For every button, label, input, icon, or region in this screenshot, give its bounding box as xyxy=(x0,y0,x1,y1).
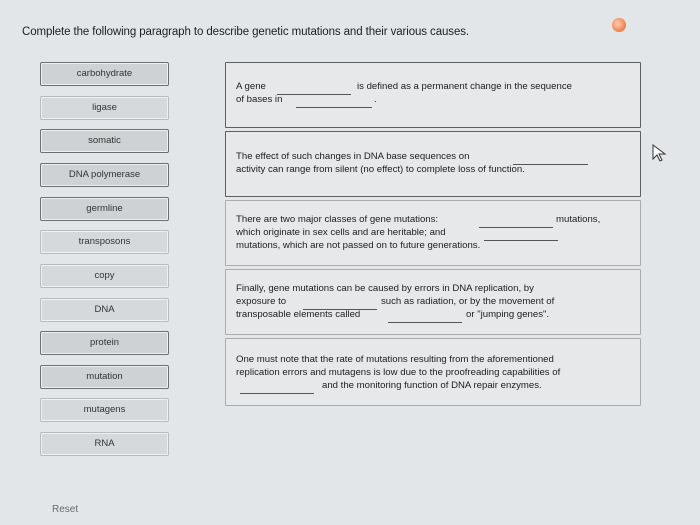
word-chip-dna[interactable]: DNA xyxy=(40,298,169,322)
p5-text-b: replication errors and mutagens is low due to the proofreading capabilities of xyxy=(236,367,561,378)
paragraph-box-3 xyxy=(225,200,641,266)
paragraph-box-4 xyxy=(225,269,641,335)
p2-text-a: The effect of such changes in DNA base sequences on xyxy=(236,151,470,162)
word-chip-ligase[interactable]: ligase xyxy=(40,96,169,120)
word-chip-mutation[interactable]: mutation xyxy=(40,365,169,389)
p2-text-b: activity can range from silent (no effect) to complete loss of function. xyxy=(236,164,525,175)
p4-text-a: Finally, gene mutations can be caused by errors in DNA replication, by xyxy=(236,283,534,294)
p4-text-d: transposable elements called xyxy=(236,309,361,320)
p1-text-a: A gene xyxy=(236,81,266,92)
reset-button[interactable]: Reset xyxy=(52,504,79,515)
p1-blank-2[interactable] xyxy=(296,98,372,108)
word-chip-transposons[interactable]: transposons xyxy=(40,230,169,254)
paragraph-box-5 xyxy=(225,338,641,406)
p3-blank-1[interactable] xyxy=(479,218,553,228)
p4-text-b: exposure to xyxy=(236,296,287,307)
orange-dot-icon xyxy=(612,18,626,32)
p3-blank-2[interactable] xyxy=(484,231,558,241)
p5-blank-1[interactable] xyxy=(240,384,314,394)
p5-text-c: and the monitoring function of DNA repair enzymes. xyxy=(322,380,542,391)
word-chip-carbohydrate[interactable]: carbohydrate xyxy=(40,62,169,86)
p1-text-c: of bases in xyxy=(236,94,283,105)
p3-text-b: mutations, xyxy=(556,214,601,225)
p3-text-d: mutations, which are not passed on to future generations. xyxy=(236,240,481,251)
p4-text-c: such as radiation, or by the movement of xyxy=(381,296,555,307)
p1-text-d: . xyxy=(374,94,377,105)
p4-text-e: or "jumping genes". xyxy=(466,309,550,320)
word-chip-rna[interactable]: RNA xyxy=(40,432,169,456)
p1-text-b: is defined as a permanent change in the sequence xyxy=(357,81,572,92)
word-chip-dna-polymerase[interactable]: DNA polymerase xyxy=(40,163,169,187)
word-chip-somatic[interactable]: somatic xyxy=(40,129,169,153)
instructions: Complete the following paragraph to describe genetic mutations and their various causes. xyxy=(22,26,469,38)
paragraph-box-2 xyxy=(225,131,641,197)
paragraph-box-1 xyxy=(225,62,641,128)
word-chip-protein[interactable]: protein xyxy=(40,331,169,355)
p1-blank-1[interactable] xyxy=(277,85,351,95)
p3-text-c: which originate in sex cells and are heritable; and xyxy=(236,227,446,238)
word-chip-germline[interactable]: germline xyxy=(40,197,169,221)
p5-text-a: One must note that the rate of mutations resulting from the aforementioned xyxy=(236,354,554,365)
mouse-pointer-icon xyxy=(651,144,667,162)
word-chip-mutagens[interactable]: mutagens xyxy=(40,398,169,422)
p4-blank-2[interactable] xyxy=(388,313,462,323)
word-chip-copy[interactable]: copy xyxy=(40,264,169,288)
p3-text-a: There are two major classes of gene mutations: xyxy=(236,214,439,225)
